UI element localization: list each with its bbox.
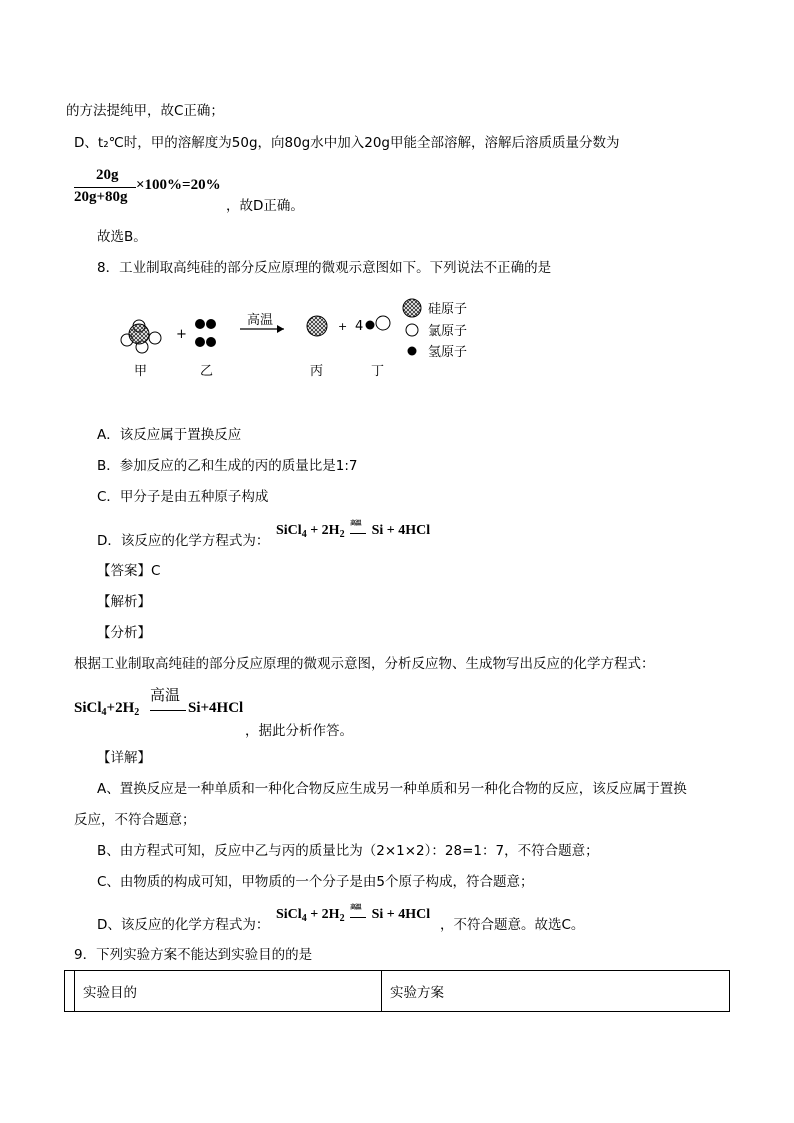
label-jia: 甲	[134, 364, 148, 379]
label-yi: 乙	[200, 364, 214, 379]
eq-right: Si+4HCl	[188, 700, 244, 716]
legend-si-label: 硅原子	[428, 302, 468, 317]
eq-condition: 高温	[350, 521, 362, 527]
fraction-bar	[74, 187, 136, 188]
section-xiangjie: 【详解】	[97, 750, 151, 766]
equation	[276, 907, 430, 924]
eq-sub: 2	[339, 913, 345, 924]
section-fenxi: 【分析】	[97, 625, 151, 641]
eq-line	[150, 710, 186, 711]
option-d: D．该反应的化学方程式为：	[97, 533, 270, 549]
text-line: ，不符合题意。故选C。	[440, 917, 585, 933]
fraction-denominator: 20g+80g	[74, 189, 128, 205]
eq-sub: 4	[301, 529, 307, 540]
legend-cl-icon	[406, 324, 418, 336]
eq-part: + 2H	[306, 907, 340, 922]
option-c: C．甲分子是由五种原子构成	[97, 489, 269, 505]
question-9: 9．下列实验方案不能达到实验目的的是	[74, 947, 313, 963]
molecule-yi	[195, 319, 216, 347]
label-bing: 丙	[310, 364, 324, 379]
arrow-head	[277, 325, 284, 333]
eq-sub: 4	[301, 913, 307, 924]
plus-sign: +	[176, 327, 187, 342]
text-line: 故选B。	[97, 229, 147, 245]
legend-h-label: 氢原子	[428, 345, 468, 360]
eq-sub: 2	[134, 707, 140, 718]
eq-sub: 4	[101, 707, 107, 718]
table-cell-index	[65, 971, 75, 1012]
detail-d: D、该反应的化学方程式为：	[97, 917, 270, 933]
table-row	[65, 971, 730, 1012]
option-b: B．参加反应的乙和生成的丙的质量比是1:7	[97, 458, 358, 474]
molecule-ding	[366, 316, 391, 330]
molecule-bing	[307, 316, 327, 336]
fenxi-text: 根据工业制取高纯硅的部分反应原理的微观示意图，分析反应物、生成物写出反应的化学方程式：	[74, 656, 655, 672]
answer-line: 【答案】C	[97, 563, 161, 579]
eq-left: $SiCl_4+2H_2$	[74, 700, 140, 718]
eq-arrow	[350, 905, 366, 918]
legend	[403, 299, 467, 360]
detail-c: C、由物质的构成可知，甲物质的一个分子是由5个原子构成，符合题意；	[97, 874, 534, 890]
reaction-diagram	[0, 290, 794, 410]
text-line: D、t₂℃时，甲的溶解度为50g，向80g水中加入20g甲能全部溶解，溶解后溶质质量分数为	[74, 135, 620, 151]
question-8: 8．工业制取高纯硅的部分反应原理的微观示意图如下。下列说法不正确的是	[97, 260, 552, 276]
plus-sign: +	[338, 320, 348, 333]
option-a: A．该反应属于置换反应	[97, 427, 242, 443]
eq-sub: 2	[339, 529, 345, 540]
label-ding: 丁	[371, 364, 385, 379]
fraction-numerator: 20g	[96, 167, 119, 183]
equation-large	[74, 684, 254, 724]
coefficient: 4	[355, 319, 364, 334]
detail-a: A、置换反应是一种单质和一种化合物反应生成另一种单质和另一种化合物的反应，该反应属于置换	[97, 781, 687, 797]
eq-arrow	[350, 521, 366, 534]
eq-part: SiCl	[74, 700, 102, 716]
fraction-formula	[74, 167, 234, 209]
eq-part: + 2H	[306, 523, 340, 538]
legend-si-icon	[403, 299, 421, 317]
eq-part: Si + 4HCl	[371, 523, 431, 538]
eq-part: SiCl	[276, 523, 302, 538]
text-line: ，故D正确。	[226, 198, 304, 214]
eq-part: Si + 4HCl	[371, 907, 431, 922]
experiment-table	[64, 970, 730, 1012]
text-line: 的方法提纯甲，故C正确；	[66, 103, 224, 119]
fraction-result: ×100%=20%	[136, 177, 221, 193]
eq-condition-large: 高温	[150, 686, 181, 704]
section-jiexi: 【解析】	[97, 594, 151, 610]
molecule-jia	[121, 320, 161, 353]
table-header-method: 实验方案	[382, 971, 730, 1012]
legend-h-icon	[408, 347, 417, 356]
detail-b: B、由方程式可知，反应中乙与丙的质量比为（2×1×2）：28=1：7，不符合题意；	[97, 843, 599, 859]
eq-condition: 高温	[350, 905, 362, 911]
arrow-label: 高温	[247, 313, 274, 328]
detail-a-cont: 反应，不符合题意；	[74, 812, 196, 828]
equation	[276, 523, 430, 540]
eq-part: SiCl	[276, 907, 302, 922]
text-line: ，据此分析作答。	[245, 723, 353, 739]
table-header-purpose: 实验目的	[75, 971, 382, 1012]
legend-cl-label: 氯原子	[428, 324, 468, 339]
